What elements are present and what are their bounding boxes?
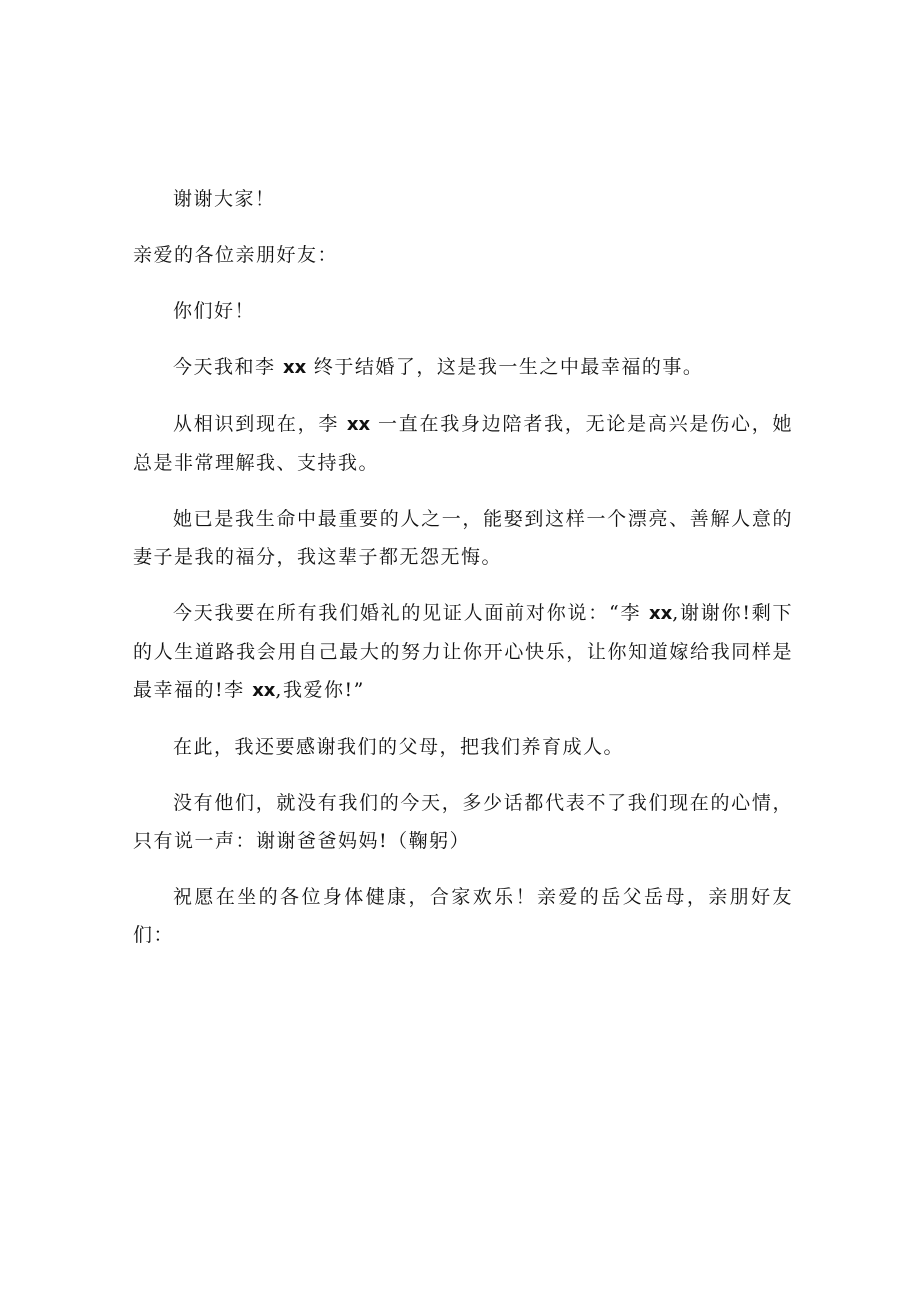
paragraph-thank-parents: 在此，我还要感谢我们的父母，把我们养育成人。: [173, 736, 625, 758]
paragraph-text: ,我爱你!”: [275, 679, 365, 701]
paragraph-text: 今天我和李: [173, 356, 284, 378]
name-placeholder: xx: [649, 603, 673, 624]
name-placeholder: xx: [283, 357, 307, 378]
paragraph-text: 终于结婚了，这是我一生之中最幸福的事。: [306, 356, 704, 378]
paragraph-text: ,谢谢你!剩下的人生道路我会用自己最大的努力让你开心快乐，让你知道嫁给我同样是最幸福的!李: [133, 602, 793, 701]
paragraph-text: 今天我要在所有我们婚礼的见证人面前对你说：“李: [173, 602, 650, 624]
name-placeholder: xx: [346, 414, 371, 435]
paragraph-greeting: 亲爱的各位亲朋好友：: [133, 244, 339, 266]
paragraph-thanks: 谢谢大家！: [173, 188, 276, 210]
paragraph-married: [133, 348, 793, 387]
paragraph-hello: 你们好！: [173, 300, 256, 322]
paragraph-text: 一直在我身边陪者我，无论是高兴是伤心，她总是非常理解我、支持我。: [133, 413, 793, 474]
paragraph-important-person: 她已是我生命中最重要的人之一，能娶到这样一个漂亮、善解人意的妻子是我的福分，我这辈子都无怨无悔。: [133, 508, 793, 568]
paragraph-without-them: 没有他们，就没有我们的今天，多少话都代表不了我们现在的心情，只有说一声：谢谢爸爸妈妈!（鞠躬）: [133, 792, 793, 852]
paragraph-vow: [133, 594, 793, 710]
document-body: [133, 180, 793, 972]
name-placeholder: xx: [252, 680, 276, 701]
paragraph-text: 从相识到现在，李: [173, 413, 347, 435]
paragraph-blessing: 祝愿在坐的各位身体健康，合家欢乐！亲爱的岳父岳母，亲朋好友们：: [133, 886, 793, 946]
paragraph-since-meeting: [133, 405, 793, 482]
